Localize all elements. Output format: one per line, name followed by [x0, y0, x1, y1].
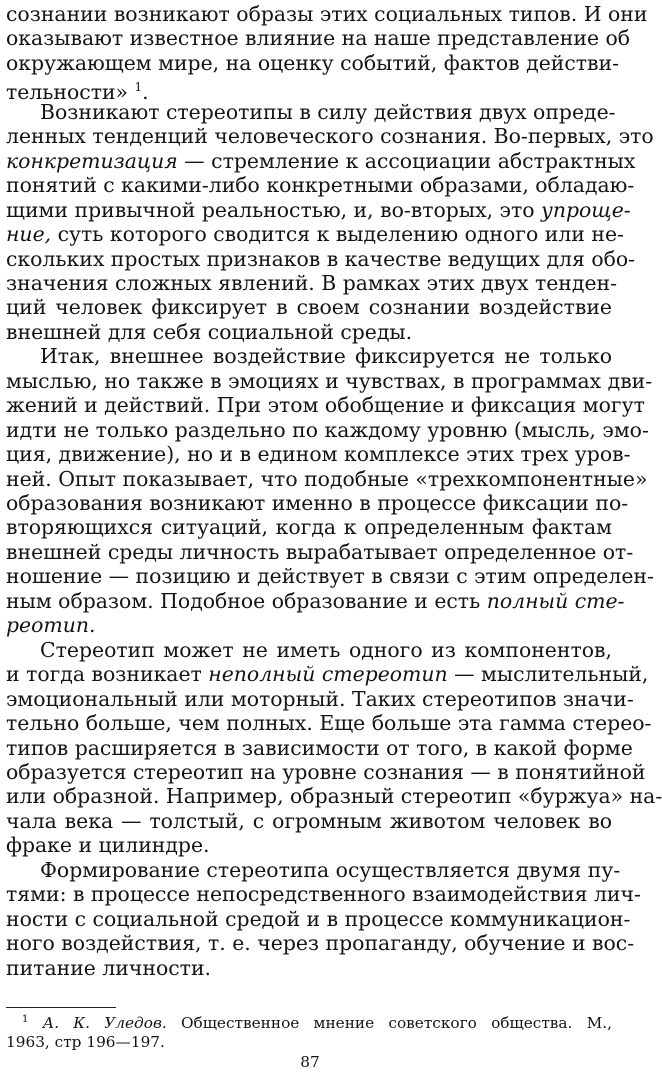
text-segment: ности с социальной средой и в процессе коммуникацион- — [6, 906, 631, 931]
text-segment: ного воздействия, т. е. через пропаганду, обучение и вос- — [6, 931, 635, 956]
footnote-separator — [6, 1007, 116, 1008]
text-line — [40, 99, 616, 125]
text-segment: образуется стереотип на уровне сознания — в понятийной — [6, 759, 646, 784]
text-segment: мыслью, но также в эмоциях и чувствах, в программах дви- — [6, 368, 653, 393]
text-line — [6, 613, 612, 638]
text-line — [6, 417, 649, 443]
text-segment: образования возникают именно в процессе фиксации по- — [6, 491, 629, 515]
text-segment: ленных тенденций человеческого сознания. Во-первых, это — [6, 124, 654, 149]
text-segment: эмоциональный или моторный. Таких стереотипов значи- — [6, 686, 634, 711]
text-line — [6, 931, 635, 956]
italic-text: реотип. — [6, 613, 96, 638]
text-line — [6, 539, 634, 565]
text-segment: скольких простых признаков в качестве ведущих для обо- — [6, 246, 636, 271]
text-segment: чала века — толстый, с огромным животом человек во — [6, 808, 612, 833]
text-line — [6, 711, 652, 736]
footnote-line — [6, 1032, 612, 1052]
text-line — [40, 344, 612, 369]
text-line — [6, 491, 629, 516]
text-line — [6, 833, 612, 858]
text-segment: ция, движение), но и в едином комплексе этих трех уров- — [6, 442, 631, 467]
text-segment: Возникают стереотипы в силу действия двух опреде- — [40, 99, 616, 124]
text-line — [6, 295, 612, 320]
text-segment: понятий с какими-либо конкретными образами, обладаю- — [6, 173, 635, 198]
text-segment: значения сложных явлений. В рамках этих двух тенден- — [6, 270, 617, 295]
text-segment: окружающем мире, на оценку событий, фактов действи- — [6, 50, 620, 75]
text-line — [6, 197, 631, 223]
text-segment: ций человек фиксирует в своем сознании воздействие — [6, 295, 612, 320]
text-line — [6, 75, 612, 105]
text-segment: Итак, внешнее воздействие фиксируется не только — [40, 344, 612, 369]
italic-text: полный сте- — [486, 588, 625, 613]
text-line — [6, 466, 648, 492]
text-line — [6, 124, 654, 149]
text-segment: ней. Опыт показывает, что подобные «трехкомпонентные» — [6, 466, 648, 491]
text-line — [6, 148, 636, 174]
text-segment: вторяющихся ситуаций, когда к определенным фактам — [6, 515, 612, 540]
text-line — [6, 809, 612, 834]
text-segment: — стремление к ассоциации абстрактных — [177, 148, 636, 173]
footnote-marker: 1 — [22, 1014, 29, 1025]
text-segment: . — [142, 80, 149, 105]
text-line — [40, 638, 612, 663]
text-line — [6, 50, 620, 76]
text-segment: тельности» — [6, 80, 135, 105]
text-segment: фраке и цилиндре. — [6, 833, 210, 858]
text-segment: оказывают известное влияние на наше представление об — [6, 26, 631, 51]
text-segment: и тогда возникает — [6, 662, 209, 687]
italic-text: неполный стереотип — [208, 662, 448, 687]
text-line — [6, 588, 625, 614]
text-segment: Стереотип может не иметь одного из компонентов, — [40, 637, 612, 662]
text-line — [6, 882, 641, 907]
text-line — [6, 735, 633, 761]
text-segment: суть которого сводится к выделению одного или не- — [51, 222, 624, 247]
text-line — [6, 662, 649, 687]
text-segment: тями: в процессе непосредственного взаимодействия лич- — [6, 882, 641, 907]
page-number: 87 — [300, 1053, 320, 1071]
text-segment: ным образом. Подобное образование и есть — [6, 588, 487, 613]
text-line — [6, 368, 653, 394]
text-line — [6, 173, 635, 198]
footnote-marker: 1 — [134, 80, 143, 95]
text-line — [6, 515, 612, 540]
footnote-line — [22, 1010, 612, 1030]
text-line — [6, 784, 662, 809]
text-segment: идти не только раздельно по каждому уровню (мысль, эмо- — [6, 417, 649, 442]
text-line — [6, 2, 648, 27]
text-line — [40, 857, 621, 883]
text-line — [6, 26, 631, 51]
text-segment: — мыслительный, — [447, 662, 649, 687]
italic-text: А. К. Уледов. — [42, 1014, 167, 1032]
italic-text: ние, — [6, 222, 52, 247]
text-line — [6, 442, 631, 467]
text-segment: внешней среды личность вырабатывает определенное от- — [6, 539, 634, 564]
text-line — [6, 956, 612, 981]
text-segment: 1963, стр 196—197. — [6, 1033, 165, 1051]
text-segment: типов расширяется в зависимости от того, в какой форме — [6, 735, 633, 760]
text-segment: щими привычной реальностью, и, во-вторых, это — [6, 197, 541, 222]
text-line — [6, 320, 612, 345]
italic-text: конкретизация — [6, 148, 178, 173]
text-line — [6, 222, 624, 247]
italic-text: упроще- — [541, 197, 631, 222]
text-segment: или образной. Например, образный стереотип «буржуа» на- — [6, 784, 662, 809]
text-line — [6, 759, 646, 785]
text-segment: тельно больше, чем полных. Еще больше эта гамма стерео- — [6, 711, 652, 736]
text-segment: внешней для себя социальной среды. — [6, 319, 413, 344]
text-line — [6, 270, 617, 296]
text-line — [6, 686, 634, 712]
text-line — [6, 246, 636, 272]
text-line — [6, 393, 645, 418]
text-line — [6, 564, 654, 589]
text-segment: сознании возникают образы этих социальных типов. И они — [6, 2, 648, 26]
text-segment — [28, 1014, 42, 1032]
text-segment: Общественное мнение советского общества. М., — [166, 1014, 612, 1032]
text-line — [6, 906, 631, 932]
text-segment: Формирование стереотипа осуществляется двумя пу- — [40, 857, 621, 882]
text-segment: ношение — позицию и действует в связи с этим определен- — [6, 564, 654, 589]
text-segment: питание личности. — [6, 955, 212, 980]
text-segment: жений и действий. При этом обобщение и фиксация могут — [6, 393, 645, 418]
